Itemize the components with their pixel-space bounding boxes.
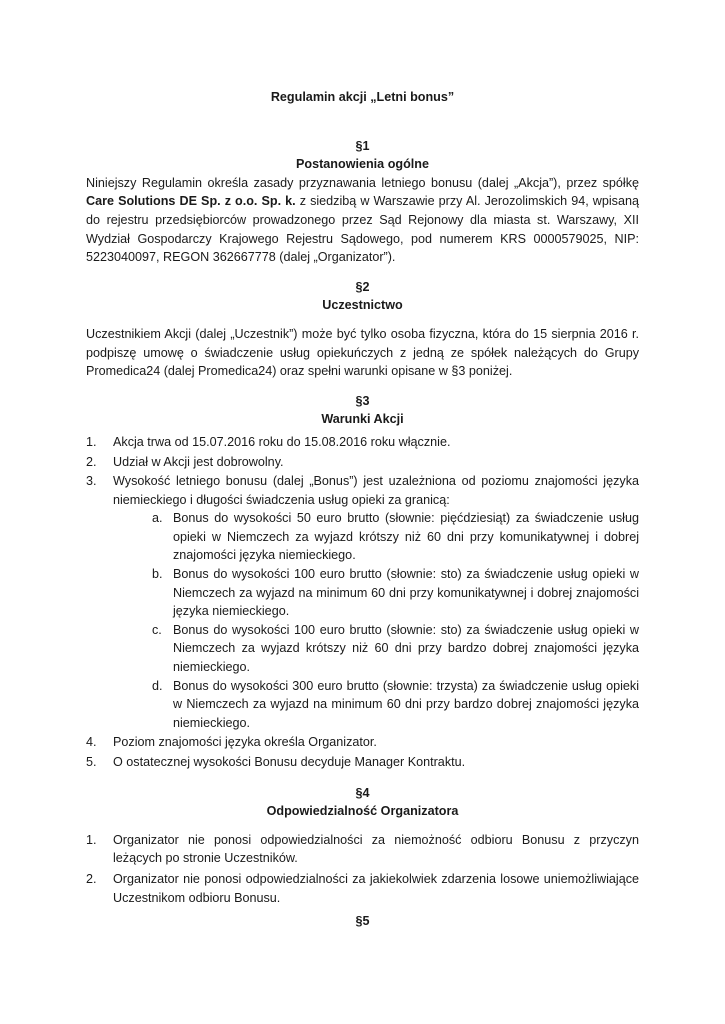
bonus-sublist	[86, 509, 639, 732]
paragraph-text: z siedzibą w Warszawie przy Al. Jerozolimskich 94, wpisaną do rejestru przedsiębiorców prowadzonego przez Sąd Rejonowy dla miasta st. Warszawy, XII Wydział Gospodarczy Krajowego Rejestru Sądowego, pod numerem KRS 0000579025, NIP: 5223040097, REGON 362667778 (dalej „Organizator”).	[86, 194, 639, 265]
section-5	[86, 912, 639, 931]
list-item-text: Udział w Akcji jest dobrowolny.	[113, 454, 284, 469]
section-1	[86, 137, 639, 267]
company-name: Care Solutions DE Sp. z o.o. Sp. k.	[86, 194, 296, 209]
section-title: Odpowiedzialność Organizatora	[266, 804, 459, 819]
sublist-item	[86, 509, 639, 565]
list-number: 2.	[86, 454, 97, 469]
conditions-list	[86, 433, 639, 772]
responsibility-list	[86, 831, 639, 907]
list-number: 1.	[86, 832, 97, 847]
list-number: 1.	[86, 434, 97, 449]
list-item-text: Poziom znajomości języka określa Organizator.	[113, 735, 377, 750]
section-number: §1	[355, 138, 370, 153]
section-2-paragraph: Uczestnikiem Akcji (dalej „Uczestnik”) może być tylko osoba fizyczna, która do 15 sierpnia 2016 r. podpiszę umowę o świadczenie usług opiekuńczych z jedną ze spółek należących do Grupy Promedica24 (dalej Promedica24) oraz spełni warunki opisane w §3 poniżej.	[86, 326, 639, 379]
document-page	[86, 88, 639, 928]
section-title: Uczestnictwo	[322, 298, 403, 313]
list-item	[86, 870, 639, 907]
document-title: Regulamin akcji „Letni bonus”	[270, 90, 455, 104]
sublist-letter: b.	[152, 567, 163, 582]
sublist-letter: a.	[152, 511, 163, 526]
section-number: §3	[355, 393, 370, 408]
sublist-item-text: Bonus do wysokości 100 euro brutto (słownie: sto) za świadczenie usług opieki w Niemczech za wyjazd na minimum 60 dni przy komunikatywnej i dobrej znajomości języka niemieckiego.	[173, 567, 639, 619]
list-item	[86, 733, 639, 752]
section-2	[86, 278, 639, 381]
section-title: Warunki Akcji	[321, 412, 404, 427]
list-item	[86, 453, 639, 472]
list-number: 4.	[86, 735, 97, 750]
list-item	[86, 433, 639, 452]
section-number: §2	[355, 279, 370, 294]
sublist-item-text: Bonus do wysokości 50 euro brutto (słownie: pięćdziesiąt) za świadczenie usług opieki w Niemczech za wyjazd krótszy niż 60 dni przy komunikatywnej i dobrej znajomości języka niemieckiego.	[173, 511, 639, 563]
section-3	[86, 392, 639, 772]
sublist-item	[86, 565, 639, 621]
section-number: §5	[355, 914, 370, 928]
list-number: 5.	[86, 755, 97, 769]
list-item	[86, 753, 639, 772]
sublist-item-text: Bonus do wysokości 300 euro brutto (słownie: trzysta) za świadczenie usług opieki w Niemczech za wyjazd na minimum 60 dni przy bardzo dobrej znajomości języka niemieckiego.	[173, 678, 639, 730]
list-item-text: Akcja trwa od 15.07.2016 roku do 15.08.2016 roku włącznie.	[113, 434, 451, 449]
list-number: 3.	[86, 474, 97, 489]
list-item	[86, 831, 639, 868]
list-item-text: O ostatecznej wysokości Bonusu decyduje Manager Kontraktu.	[113, 755, 466, 769]
sublist-item	[86, 621, 639, 677]
sublist-letter: c.	[152, 622, 162, 637]
list-item-text: Organizator nie ponosi odpowiedzialności za niemożność odbioru Bonusu z przyczyn leżących po stronie Uczestników.	[113, 832, 639, 866]
list-item-text: Wysokość letniego bonusu (dalej „Bonus”) jest uzależniona od poziomu znajomości języka niemieckiego i długości świadczenia usług opieki za granicą:	[113, 474, 639, 507]
sublist-letter: d.	[152, 678, 163, 693]
list-item	[86, 472, 639, 732]
section-title: Postanowienia ogólne	[296, 157, 429, 172]
section-4	[86, 784, 639, 908]
list-item-text: Organizator nie ponosi odpowiedzialności za jakiekolwiek zdarzenia losowe uniemożliwiające Uczestnikom odbioru Bonusu.	[113, 871, 639, 905]
section-1-paragraph	[86, 174, 639, 267]
sublist-item	[86, 677, 639, 733]
section-number: §4	[355, 785, 370, 800]
paragraph-text: Niniejszy Regulamin określa zasady przyznawania letniego bonusu (dalej „Akcja”), przez spółkę	[86, 175, 639, 190]
sublist-item-text: Bonus do wysokości 100 euro brutto (słownie: sto) za świadczenie usług opieki w Niemczech za wyjazd krótszy niż 60 dni przy bardzo dobrej znajomości języka niemieckiego.	[173, 622, 639, 675]
list-number: 2.	[86, 871, 97, 886]
